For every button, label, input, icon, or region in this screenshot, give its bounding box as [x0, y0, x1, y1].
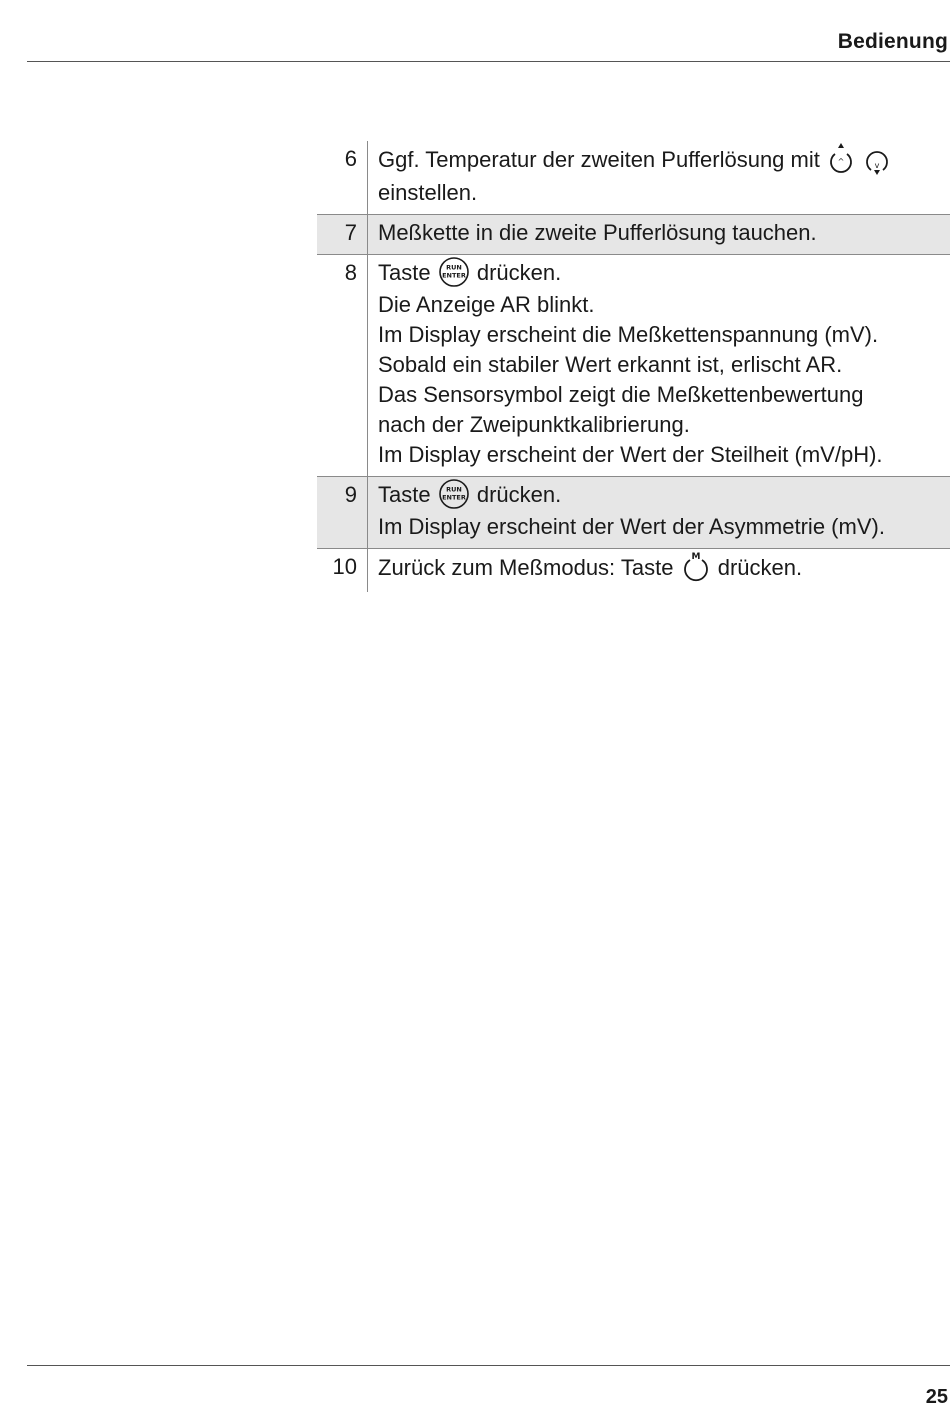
step-line-text: drücken. — [476, 482, 562, 508]
step-line-text: drücken. — [717, 555, 803, 581]
up-arrow-key-icon — [826, 142, 856, 176]
step-text — [368, 477, 950, 549]
step-line — [378, 258, 950, 290]
step-number: 6 — [317, 141, 368, 215]
step-line-text: Im Display erscheint die Meßkettenspannung (mV). — [378, 322, 879, 348]
step-line — [378, 144, 950, 178]
step-number: 8 — [317, 255, 368, 477]
step-line-text: Zurück zum Meßmodus: Taste — [378, 555, 674, 581]
step-line-text: Die Anzeige AR blinkt. — [378, 292, 595, 318]
step-line-text: Im Display erscheint der Wert der Steilheit (mV/pH). — [378, 442, 883, 468]
svg-text:ENTER: ENTER — [441, 493, 466, 502]
step-line — [378, 512, 950, 542]
step-line — [378, 290, 950, 320]
step-line-text: Taste — [378, 482, 431, 508]
svg-text:M: M — [691, 552, 701, 563]
step-line — [378, 380, 950, 410]
step-line — [378, 178, 950, 208]
footer-divider — [27, 1365, 950, 1366]
step-row — [317, 141, 950, 215]
header-divider — [27, 61, 950, 62]
step-line-text: Taste — [378, 260, 431, 285]
step-line — [378, 440, 950, 470]
step-line-text: Ggf. Temperatur der zweiten Pufferlösung mit — [378, 146, 820, 172]
step-text — [368, 215, 950, 255]
svg-text:v: v — [874, 161, 880, 170]
step-text — [368, 141, 950, 215]
step-line-text: Das Sensorsymbol zeigt die Meßkettenbewertung — [378, 382, 864, 408]
svg-text:RUN: RUN — [445, 485, 462, 494]
step-line-text: einstellen. — [378, 180, 478, 205]
step-text — [368, 255, 950, 477]
step-number: 10 — [317, 549, 368, 593]
svg-text:ENTER: ENTER — [441, 271, 466, 280]
run-enter-key-icon — [437, 256, 471, 288]
step-number: 7 — [317, 215, 368, 255]
step-line — [378, 552, 950, 586]
svg-text:RUN: RUN — [445, 263, 462, 272]
page-header-title: Bedienung — [837, 30, 948, 53]
step-number: 9 — [317, 477, 368, 549]
step-row — [317, 477, 950, 549]
step-line-text: Meßkette in die zweite Pufferlösung tauchen. — [378, 220, 817, 245]
step-row — [317, 549, 950, 593]
step-row — [317, 215, 950, 255]
step-line — [378, 410, 950, 440]
step-text — [368, 549, 950, 593]
step-line-text: Im Display erscheint der Wert der Asymmetrie (mV). — [378, 514, 885, 540]
run-enter-key-icon — [437, 478, 471, 510]
step-line — [378, 320, 950, 350]
step-line-text: drücken. — [476, 260, 562, 285]
step-line-text: Sobald ein stabiler Wert erkannt ist, erlischt AR. — [378, 352, 843, 378]
down-arrow-key-icon — [862, 142, 892, 176]
step-line-text: nach der Zweipunktkalibrierung. — [378, 412, 690, 438]
step-line — [378, 350, 950, 380]
step-line — [378, 218, 950, 248]
m-key-icon — [680, 550, 712, 584]
step-line — [378, 480, 950, 512]
page-number: 25 — [925, 1386, 948, 1408]
svg-text:^: ^ — [837, 157, 845, 166]
instruction-steps-table — [317, 141, 950, 592]
step-row — [317, 255, 950, 477]
